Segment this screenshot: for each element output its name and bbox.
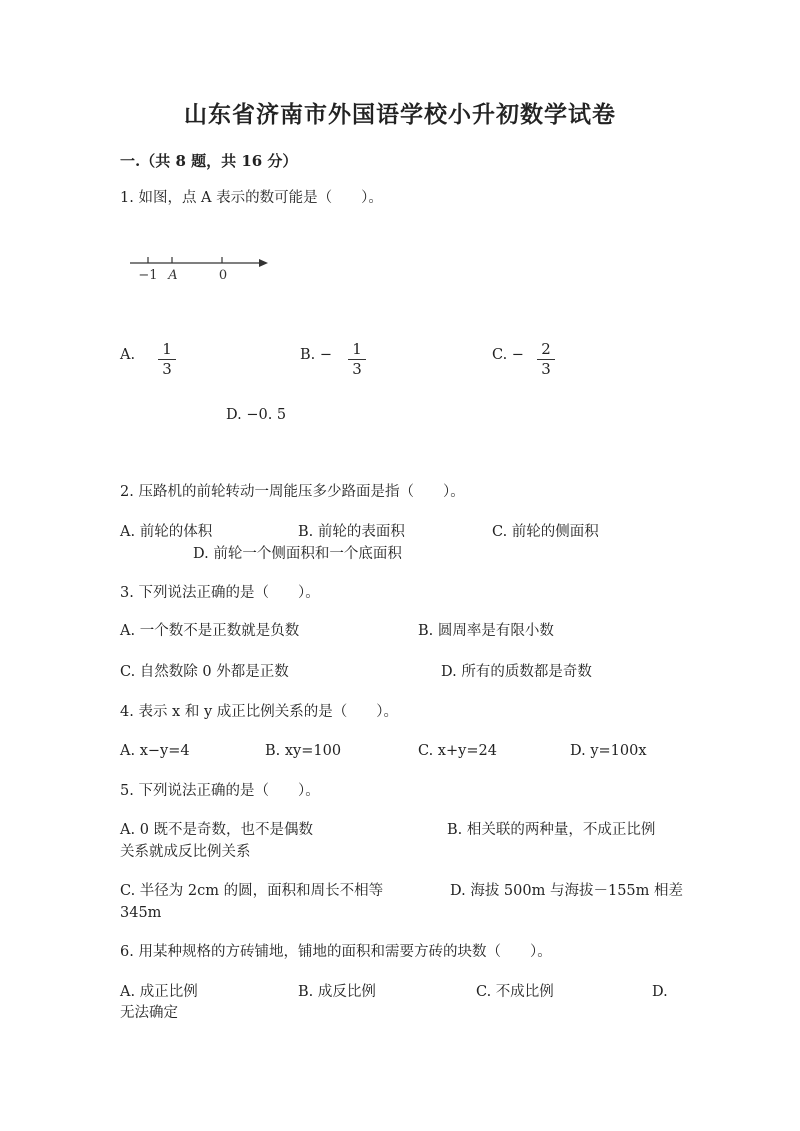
question-3-stem: 3. 下列说法正确的是（ ）。	[120, 585, 320, 601]
question-6-stem: 6. 用某种规格的方砖铺地，铺地的面积和需要方砖的块数（ ）。	[120, 944, 552, 960]
q1-option-d: D. −0. 5	[226, 407, 287, 423]
q1-option-c-fraction	[535, 341, 557, 378]
q4-option-d: D. y=100x	[570, 743, 647, 759]
label-neg1: −1	[138, 268, 158, 283]
question-4-stem: 4. 表示 x 和 y 成正比例关系的是（ ）。	[120, 704, 398, 720]
q5-option-c: C. 半径为 2cm 的圆，面积和周长不相等	[120, 883, 384, 899]
q6-option-c: C. 不成比例	[476, 984, 554, 1000]
q6-option-b: B. 成反比例	[298, 984, 376, 1000]
q6-option-a: A. 成正比例	[120, 984, 198, 1000]
q5-option-b-line1: B. 相关联的两种量，不成正比例	[447, 822, 656, 838]
number-line-svg	[126, 252, 276, 286]
q5-option-a: A. 0 既不是奇数，也不是偶数	[120, 822, 314, 838]
fraction-denominator: 3	[352, 360, 362, 378]
q2-option-c: C. 前轮的侧面积	[492, 524, 599, 540]
fraction-denominator: 3	[541, 360, 551, 378]
q4-option-b: B. xy=100	[265, 743, 342, 759]
number-line-figure	[126, 252, 276, 290]
q5-option-d-line1: D. 海拔 500m 与海拔－155m 相差	[450, 883, 684, 899]
q6-option-d-line2: 无法确定	[120, 1005, 178, 1021]
q1-option-b-label: B. −	[300, 347, 333, 363]
q2-option-d: D. 前轮一个侧面积和一个底面积	[193, 546, 402, 562]
fraction-numerator: 1	[162, 340, 172, 358]
q4-option-a: A. x−y=4	[120, 743, 190, 759]
label-zero: 0	[218, 268, 228, 283]
q5-option-b-line2: 关系就成反比例关系	[120, 844, 251, 860]
q3-option-a: A. 一个数不是正数就是负数	[120, 623, 300, 639]
q1-option-b-fraction	[346, 341, 368, 378]
label-point-a: A	[168, 268, 178, 283]
q1-option-a-label: A.	[120, 347, 136, 363]
section-header: 一.（共 8 题，共 16 分）	[120, 152, 298, 170]
q3-option-c: C. 自然数除 0 外都是正数	[120, 664, 289, 680]
q5-option-d-line2: 345m	[120, 905, 162, 921]
q4-option-c: C. x+y=24	[418, 743, 497, 759]
fraction-numerator: 2	[541, 340, 551, 358]
q1-option-c-label: C. −	[492, 347, 524, 363]
q3-option-d: D. 所有的质数都是奇数	[441, 664, 592, 680]
number-line-arrow	[259, 259, 268, 267]
q1-option-a-fraction	[156, 341, 178, 378]
question-1-stem: 1. 如图，点 A 表示的数可能是（ ）。	[120, 190, 383, 206]
q2-option-a: A. 前轮的体积	[120, 524, 213, 540]
q6-option-d-line1: D.	[652, 984, 668, 1000]
q3-option-b: B. 圆周率是有限小数	[418, 623, 554, 639]
question-2-stem: 2. 压路机的前轮转动一周能压多少路面是指（ ）。	[120, 484, 465, 500]
fraction-denominator: 3	[162, 360, 172, 378]
fraction-numerator: 1	[352, 340, 362, 358]
question-5-stem: 5. 下列说法正确的是（ ）。	[120, 783, 320, 799]
page-title: 山东省济南市外国语学校小升初数学试卷	[184, 101, 616, 128]
q2-option-b: B. 前轮的表面积	[298, 524, 405, 540]
